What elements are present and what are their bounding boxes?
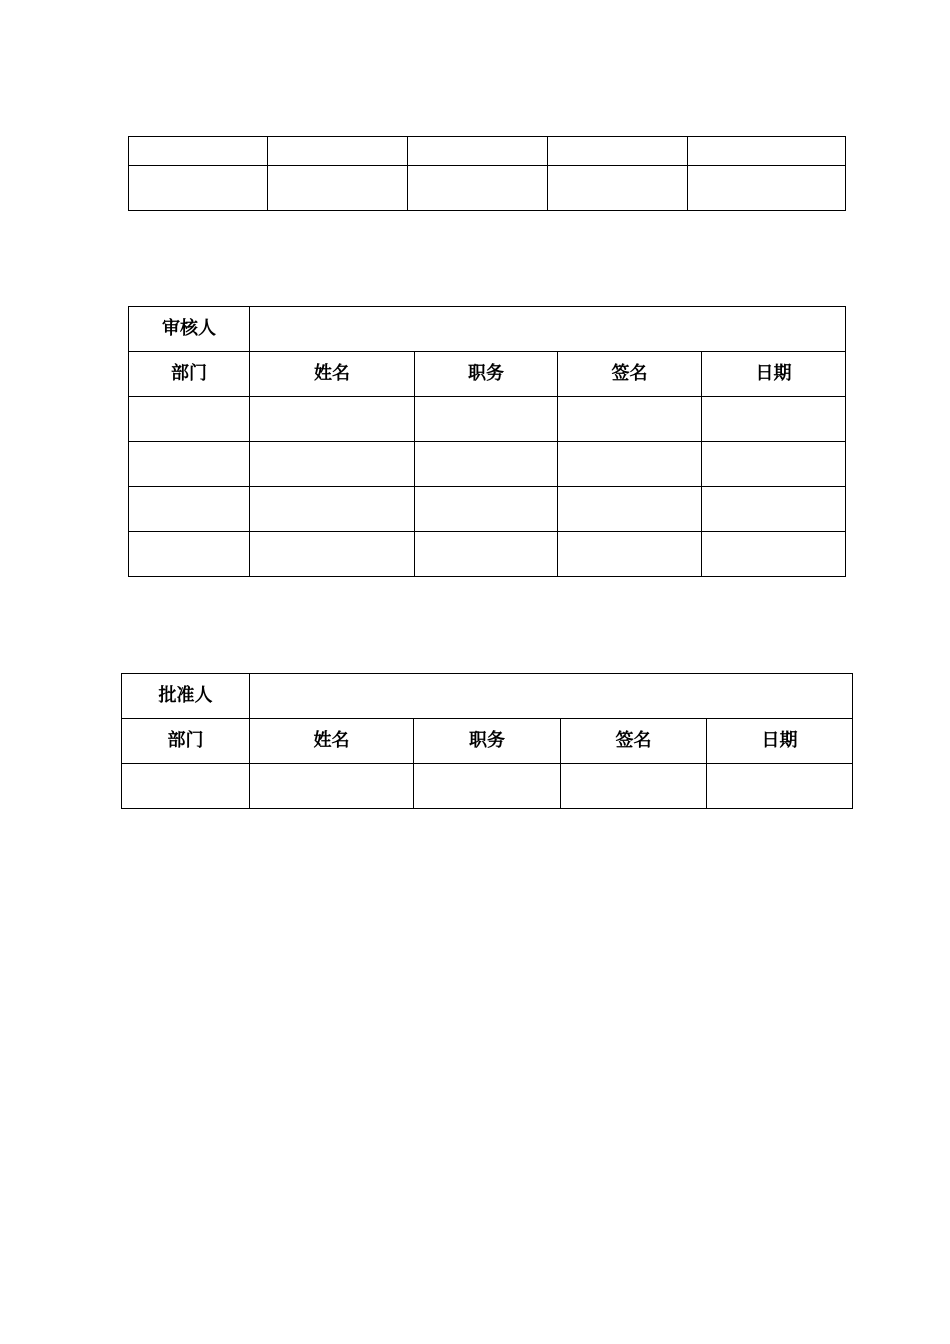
table-cell[interactable] bbox=[415, 397, 558, 442]
table-cell[interactable] bbox=[129, 166, 268, 211]
table-cell[interactable] bbox=[414, 764, 561, 809]
table-cell[interactable] bbox=[415, 487, 558, 532]
table-row bbox=[129, 442, 846, 487]
table-row bbox=[129, 166, 846, 211]
table-cell[interactable] bbox=[250, 532, 415, 577]
reviewer-title: 审核人 bbox=[129, 307, 250, 352]
header-name: 姓名 bbox=[250, 719, 414, 764]
table-cell[interactable] bbox=[702, 487, 846, 532]
table-cell[interactable] bbox=[129, 137, 268, 166]
table-cell[interactable] bbox=[548, 166, 688, 211]
reviewer-name-field[interactable] bbox=[250, 307, 846, 352]
table-row bbox=[129, 137, 846, 166]
header-name: 姓名 bbox=[250, 352, 415, 397]
reviewer-table bbox=[128, 306, 846, 577]
approver-name-field[interactable] bbox=[250, 674, 853, 719]
header-date: 日期 bbox=[707, 719, 853, 764]
table-cell[interactable] bbox=[558, 397, 702, 442]
header-signature: 签名 bbox=[558, 352, 702, 397]
table-cell[interactable] bbox=[250, 442, 415, 487]
table-cell[interactable] bbox=[707, 764, 853, 809]
table-cell[interactable] bbox=[558, 442, 702, 487]
table-header-row bbox=[129, 352, 846, 397]
header-department: 部门 bbox=[129, 352, 250, 397]
table-row bbox=[129, 307, 846, 352]
table-cell[interactable] bbox=[702, 397, 846, 442]
table-cell[interactable] bbox=[415, 532, 558, 577]
table-cell[interactable] bbox=[268, 137, 408, 166]
table-cell[interactable] bbox=[688, 137, 846, 166]
table-cell[interactable] bbox=[548, 137, 688, 166]
table-cell[interactable] bbox=[561, 764, 707, 809]
table-row bbox=[122, 674, 853, 719]
table-cell[interactable] bbox=[408, 166, 548, 211]
table-cell[interactable] bbox=[122, 764, 250, 809]
table-cell[interactable] bbox=[250, 397, 415, 442]
approver-title: 批准人 bbox=[122, 674, 250, 719]
table-row bbox=[129, 487, 846, 532]
table-cell[interactable] bbox=[558, 487, 702, 532]
table-cell[interactable] bbox=[702, 442, 846, 487]
header-position: 职务 bbox=[414, 719, 561, 764]
table-header-row bbox=[122, 719, 853, 764]
table-cell[interactable] bbox=[250, 764, 414, 809]
top-blank-table bbox=[128, 136, 846, 211]
header-date: 日期 bbox=[702, 352, 846, 397]
table-row bbox=[122, 764, 853, 809]
approver-table bbox=[121, 673, 853, 809]
table-cell[interactable] bbox=[688, 166, 846, 211]
header-signature: 签名 bbox=[561, 719, 707, 764]
table-cell[interactable] bbox=[558, 532, 702, 577]
header-department: 部门 bbox=[122, 719, 250, 764]
table-row bbox=[129, 532, 846, 577]
header-position: 职务 bbox=[415, 352, 558, 397]
table-cell[interactable] bbox=[129, 397, 250, 442]
table-cell[interactable] bbox=[250, 487, 415, 532]
table-cell[interactable] bbox=[129, 487, 250, 532]
table-cell[interactable] bbox=[415, 442, 558, 487]
table-cell[interactable] bbox=[268, 166, 408, 211]
table-cell[interactable] bbox=[129, 532, 250, 577]
table-cell[interactable] bbox=[408, 137, 548, 166]
table-cell[interactable] bbox=[129, 442, 250, 487]
table-cell[interactable] bbox=[702, 532, 846, 577]
table-row bbox=[129, 397, 846, 442]
